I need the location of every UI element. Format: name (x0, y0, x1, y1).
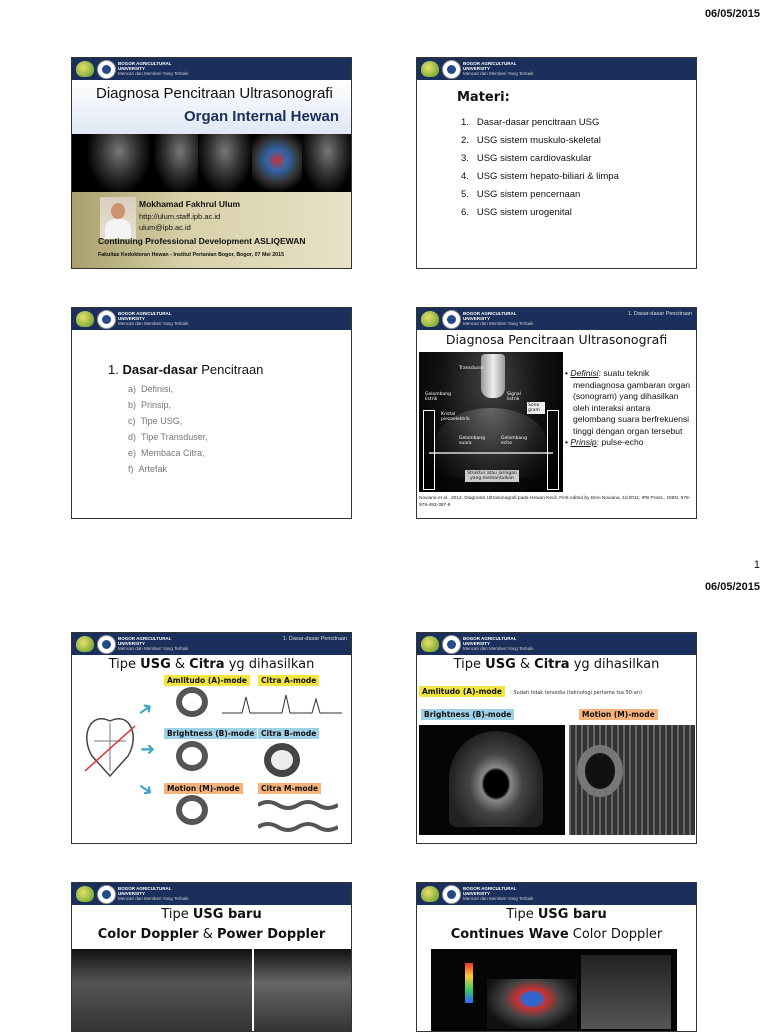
list-item: 2. USG sistem muskulo-skeletal (461, 135, 601, 146)
b-mode-ring (264, 743, 300, 777)
university-seal-icon (97, 310, 116, 329)
list-item: f) Artefak (128, 464, 168, 474)
leaf-logo-icon (76, 636, 94, 652)
transducer-shape (481, 354, 505, 398)
slide-subtitle: Color Doppler & Power Doppler (97, 927, 326, 942)
slide-6-tipe-usg-citra[interactable] (416, 632, 697, 844)
m-mode-waves (258, 797, 338, 837)
b-mode-image (419, 725, 565, 835)
ring-icon (176, 795, 208, 825)
leaf-logo-icon (421, 636, 439, 652)
university-seal-icon (97, 885, 116, 904)
leaf-logo-icon (76, 886, 94, 902)
university-seal-icon (442, 60, 461, 79)
leaf-logo-icon (421, 311, 439, 327)
slide-header: BOGOR AGRICULTURAL UNIVERSITY Mencari dan Memberi Yang Terbaik 1. Dasar-dasar Pencitraan (417, 308, 696, 330)
university-seal-icon (442, 885, 461, 904)
citra-label-m: Citra M-mode (258, 783, 321, 794)
author-url[interactable]: http://ulum.staff.ipb.ac.id (139, 212, 221, 221)
arrow-icon: ➜ (133, 776, 158, 803)
list-item: 5. USG sistem pencernaan (461, 189, 581, 200)
slide-4-definisi[interactable] (416, 307, 697, 519)
slide-footer: Fakultas Kedokteran Hewan - Institut Pertanian Bogor, Bogor, 07 Mei 2015 (98, 252, 285, 258)
list-item: a) Definisi, (128, 384, 174, 394)
slide-header: BOGOR AGRICULTURAL UNIVERSITY Mencari dan Memberi Yang Terbaik (72, 58, 351, 80)
slide-subtitle: Organ Internal Hewan (183, 108, 339, 125)
page-number: 1 (753, 559, 760, 571)
mode-label-b: Brightness (B)-mode (421, 709, 514, 720)
m-mode-image (569, 725, 695, 835)
heart-diagram (80, 711, 140, 781)
author-email[interactable]: ulum@ipb.ac.id (139, 223, 191, 232)
program-name: Continuing Professional Development ASLIQEWAN (98, 236, 306, 246)
slide-header: BOGOR AGRICULTURAL UNIVERSITY Mencari dan Memberi Yang Terbaik (72, 308, 351, 330)
university-seal-icon (442, 310, 461, 329)
list-item: d) Tipe Transduser, (128, 432, 208, 442)
slide-subtitle: Continues Wave Color Doppler (450, 927, 663, 942)
list-item: 1. Dasar-dasar pencitraan USG (461, 117, 600, 128)
slide-title: Tipe USG & Citra yg dihasilkan (108, 657, 315, 672)
citra-label-a: Citra A-mode (258, 675, 319, 686)
cw-doppler-image (431, 949, 677, 1032)
definition-text: • Definisi: suatu teknik mendiagnosa gambaran organ (sonogram) yang dihasilkan oleh interaksi antara gelombang suara berfrekuensi tinggi dengan organ tersebut • Prinsip: pulse-echo (565, 368, 691, 447)
mode-label-m: Motion (M)-mode (579, 709, 658, 720)
section-label: 1. Dasar-dasar Pencitraan (282, 636, 347, 642)
author-name: Mokhamad Fakhrul Ulum (139, 199, 241, 209)
slide-8-continues-wave[interactable] (416, 882, 697, 1032)
university-seal-icon (97, 635, 116, 654)
author-photo (100, 197, 136, 239)
slide-1-title[interactable] (71, 57, 352, 269)
slide-2-materi[interactable] (416, 57, 697, 269)
university-seal-icon (97, 60, 116, 79)
dasar-list (128, 381, 208, 477)
list-item: b) Prinsip, (128, 400, 172, 410)
leaf-logo-icon (76, 61, 94, 77)
slide-title: Tipe USG baru (161, 907, 262, 922)
slide-title: Diagnosa Pencitraan Ultrasonografi (445, 332, 668, 347)
date-top: 06/05/2015 (704, 8, 760, 20)
ring-icon (176, 687, 208, 717)
slide-title: Diagnosa Pencitraan Ultrasonografi (96, 85, 333, 102)
list-item: 3. USG sistem cardiovaskular (461, 153, 592, 164)
list-item: 4. USG sistem hepato-biliari & limpa (461, 171, 619, 182)
slide-header: BOGOR AGRICULTURAL UNIVERSITY Mencari dan Memberi Yang Terbaik (417, 58, 696, 80)
arrow-icon: ➜ (133, 696, 158, 723)
leaf-logo-icon (76, 311, 94, 327)
university-seal-icon (442, 635, 461, 654)
slide-header: BOGOR AGRICULTURAL UNIVERSITY Mencari dan Memberi Yang Terbaik (417, 883, 696, 905)
amlitudo-note: : Sudah tidak tersedia (teknologi pertama tsa 50-an) (510, 690, 642, 696)
pulse-echo-diagram: Transducer Gelombang listrik Signal listrik Sono gram Kristal piezoelektrik Gelombang suara Gelombang echo Struktur atau jaringan yang memantulkan (419, 352, 563, 492)
slide-heading: 1. Dasar-dasar Pencitraan (108, 362, 264, 377)
ring-icon (176, 741, 208, 771)
mode-label-a: Amlitudo (A)-mode (419, 686, 505, 697)
date-mid: 06/05/2015 (704, 581, 760, 593)
slide-title: Tipe USG baru (506, 907, 607, 922)
reference-text: Noviana et al., 2012. Diagnosis Ultrasonografi pada Hewan Kecil. First edited by Deni Noviana, 11/2011; IPB Press., ISBN: 978-979-493-387-9 (419, 496, 691, 508)
list-item: 6. USG sistem urogenital (461, 207, 572, 218)
list-item: c) Tipe USG, (128, 416, 183, 426)
citra-label-b: Citra B-mode (258, 728, 319, 739)
slide-heading: Materi: (457, 90, 510, 105)
mode-label-b: Brightness (B)-mode (164, 728, 257, 739)
doppler-image-1 (72, 949, 252, 1032)
slide-3-dasar[interactable] (71, 307, 352, 519)
leaf-logo-icon (421, 61, 439, 77)
slide-header: BOGOR AGRICULTURAL UNIVERSITY Mencari dan Memberi Yang Terbaik (72, 883, 351, 905)
slide-title: Tipe USG & Citra yg dihasilkan (453, 657, 660, 672)
section-label: 1. Dasar-dasar Pencitraan (627, 311, 692, 317)
a-mode-trace (222, 693, 342, 715)
mode-label-a: Amlitudo (A)-mode (164, 675, 250, 686)
slide-header: BOGOR AGRICULTURAL UNIVERSITY Mencari dan Memberi Yang Terbaik (417, 633, 696, 655)
slide-7-usg-baru[interactable] (71, 882, 352, 1032)
materi-list (461, 114, 619, 222)
slide-header: BOGOR AGRICULTURAL UNIVERSITY Mencari dan Memberi Yang Terbaik 1. Dasar-dasar Pencitraan (72, 633, 351, 655)
arrow-icon: ➜ (140, 739, 156, 760)
slide-5-tipe-usg[interactable] (71, 632, 352, 844)
list-item: e) Membaca Citra, (128, 448, 205, 458)
ultrasound-strip (72, 134, 351, 192)
leaf-logo-icon (421, 886, 439, 902)
mode-label-m: Motion (M)-mode (164, 783, 243, 794)
doppler-image-2 (254, 949, 352, 1032)
